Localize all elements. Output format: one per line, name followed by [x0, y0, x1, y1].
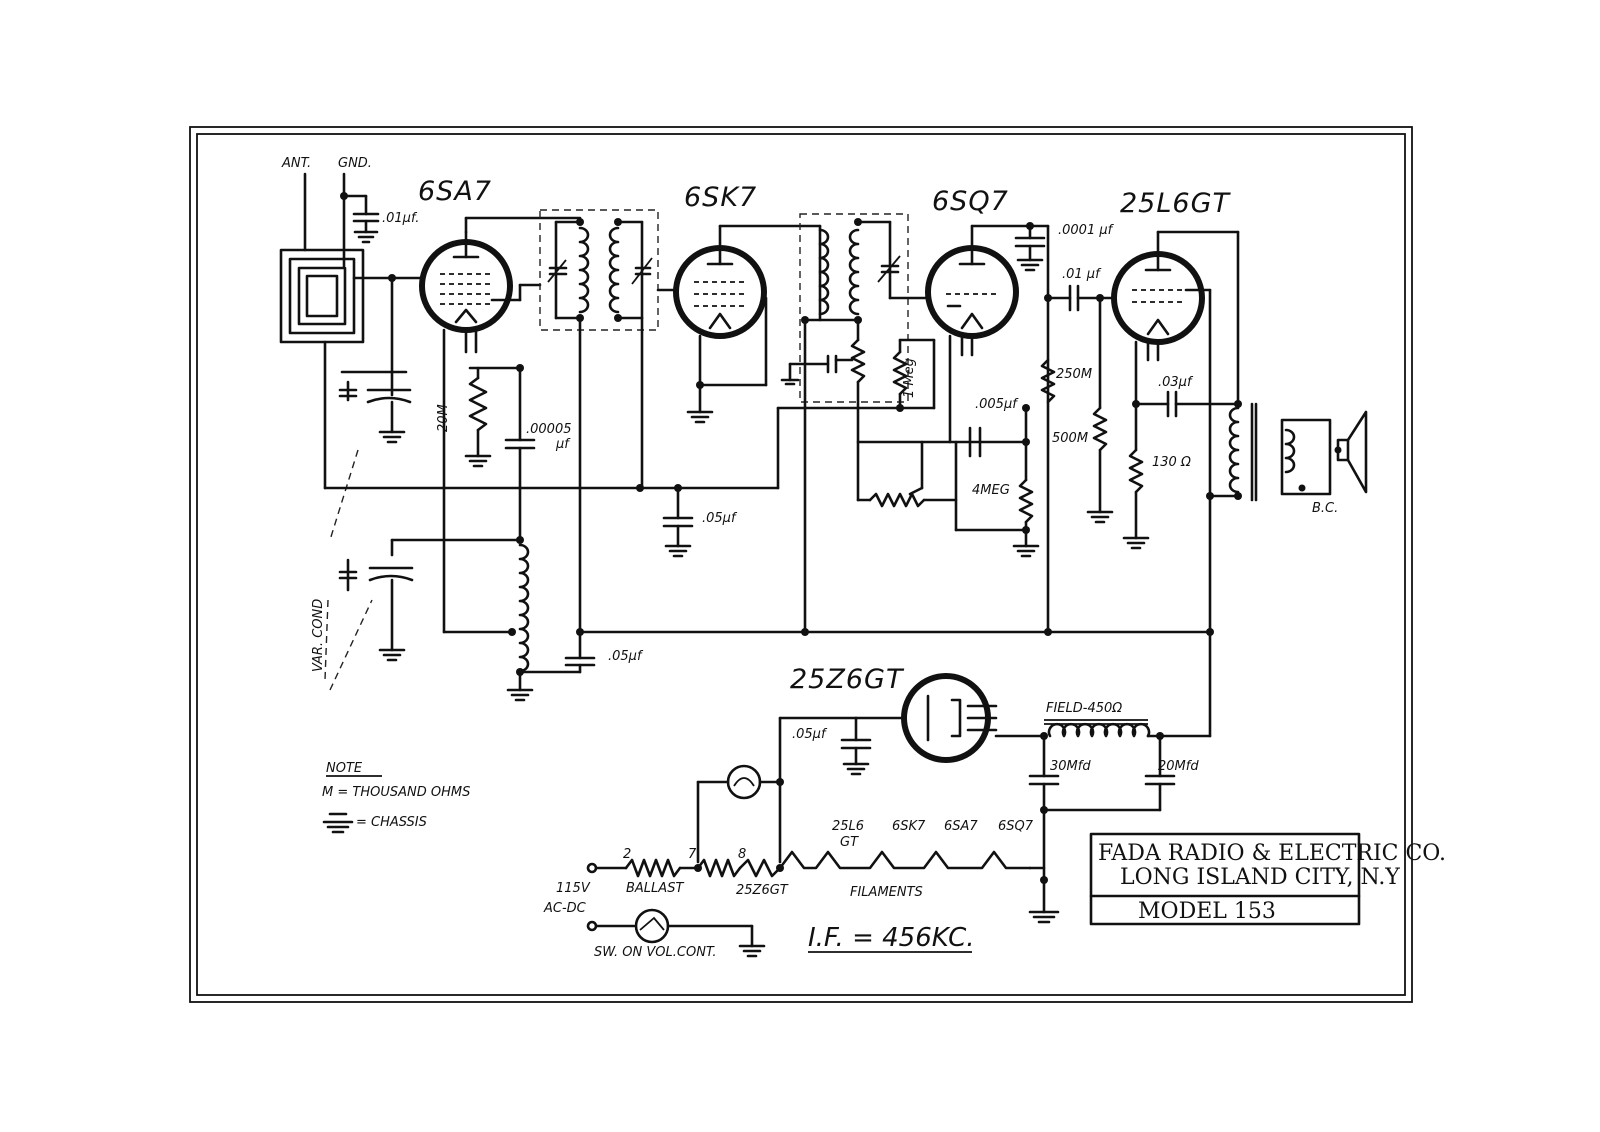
- c-00005-label: .00005: [526, 422, 572, 437]
- tube-25l6gt-label: 25L6GT: [1120, 188, 1230, 219]
- c-01b-label: .01 µf: [1062, 267, 1100, 282]
- fil-gt-label: GT: [840, 835, 859, 850]
- ant-label: ANT.: [282, 156, 312, 171]
- fil-6sk7-label: 6SK7: [892, 819, 926, 834]
- bc-label: B.C.: [1312, 501, 1339, 516]
- c-03-label: .03µf: [1158, 375, 1192, 390]
- c-05b-label: .05µf: [608, 649, 642, 664]
- tuning-capacitor-1: [340, 372, 410, 442]
- tube-6sq7-label: 6SQ7: [932, 186, 1009, 217]
- c-0001-label: .0001 µf: [1058, 223, 1113, 238]
- pilot-lamp: [728, 766, 760, 798]
- note-line1: M = THOUSAND OHMS: [322, 785, 471, 800]
- tube-25l6gt: [1114, 232, 1202, 342]
- loop-antenna: [281, 174, 363, 342]
- tuning-capacitor-2: [340, 540, 444, 660]
- f25z6-label: 25Z6GT: [736, 883, 788, 898]
- c-05c-label: .05µf: [792, 727, 826, 742]
- r-500m-label: 500M: [1052, 431, 1089, 446]
- r-4meg-label: 4MEG: [972, 483, 1010, 498]
- filament-string: [588, 852, 1044, 876]
- fil-6sa7-label: 6SA7: [944, 819, 978, 834]
- note-title: NOTE: [326, 761, 363, 776]
- company-name: FADA RADIO & ELECTRIC CO.: [1098, 841, 1447, 866]
- c-00005-unit: µf: [556, 437, 569, 452]
- c-01-label: .01µf.: [382, 211, 420, 226]
- if-transformer-1: [540, 210, 658, 330]
- pin7-label: 7: [688, 847, 697, 862]
- gnd-label: GND.: [338, 156, 372, 171]
- c-20-label: 20Mfd: [1158, 759, 1199, 774]
- oscillator-coil: [444, 536, 532, 700]
- tube-6sk7-label: 6SK7: [684, 182, 758, 213]
- filaments-label: FILAMENTS: [850, 885, 923, 900]
- pin2-label: 2: [623, 847, 632, 862]
- fil-6sq7-label: 6SQ7: [998, 819, 1034, 834]
- acdc-label: AC-DC: [544, 901, 586, 916]
- note-block: [322, 761, 470, 832]
- ballast-label: BALLAST: [626, 881, 684, 896]
- volume-control: [858, 488, 956, 506]
- note-line2: = CHASSIS: [356, 815, 427, 830]
- tube-25z6gt-label: 25Z6GT: [790, 664, 904, 695]
- title-block: [1091, 834, 1446, 924]
- company-city: LONG ISLAND CITY, N.Y: [1120, 865, 1400, 890]
- speaker: [1282, 412, 1366, 494]
- r-250m-label: 250M: [1056, 367, 1093, 382]
- tube-6sq7: [928, 226, 1016, 336]
- pin8-label: 8: [738, 847, 747, 862]
- tube-6sa7-label: 6SA7: [418, 176, 492, 207]
- model-number: MODEL 153: [1138, 899, 1276, 924]
- fil-25l6-label: 25L6: [832, 819, 865, 834]
- field-label: FIELD-450Ω: [1046, 701, 1123, 716]
- c-05a-label: .05µf: [702, 511, 736, 526]
- r-130-label: 130 Ω: [1152, 455, 1191, 470]
- field-coil: [1044, 720, 1149, 736]
- v115-label: 115V: [556, 881, 590, 896]
- r-1meg-label: 1 Meg: [902, 358, 917, 398]
- resistor-500m: [1088, 298, 1112, 522]
- resistor-130: [1124, 404, 1148, 548]
- tube-6sk7: [676, 226, 764, 336]
- c-005-label: .005µf: [975, 397, 1017, 412]
- switch-label: SW. ON VOL.CONT.: [594, 945, 717, 960]
- if-label: I.F. = 456KC.: [808, 923, 975, 953]
- tube-25z6gt: [904, 676, 996, 760]
- ground-symbol: [355, 232, 377, 242]
- tube-6sa7: [422, 232, 510, 330]
- var-cond-label: VAR. COND: [311, 598, 326, 672]
- if-transformer-2: [782, 214, 908, 402]
- resistor-20m: [466, 368, 490, 466]
- r-20m-label: 20M: [436, 404, 451, 432]
- c-30-label: 30Mfd: [1050, 759, 1091, 774]
- output-transformer: [1206, 404, 1256, 500]
